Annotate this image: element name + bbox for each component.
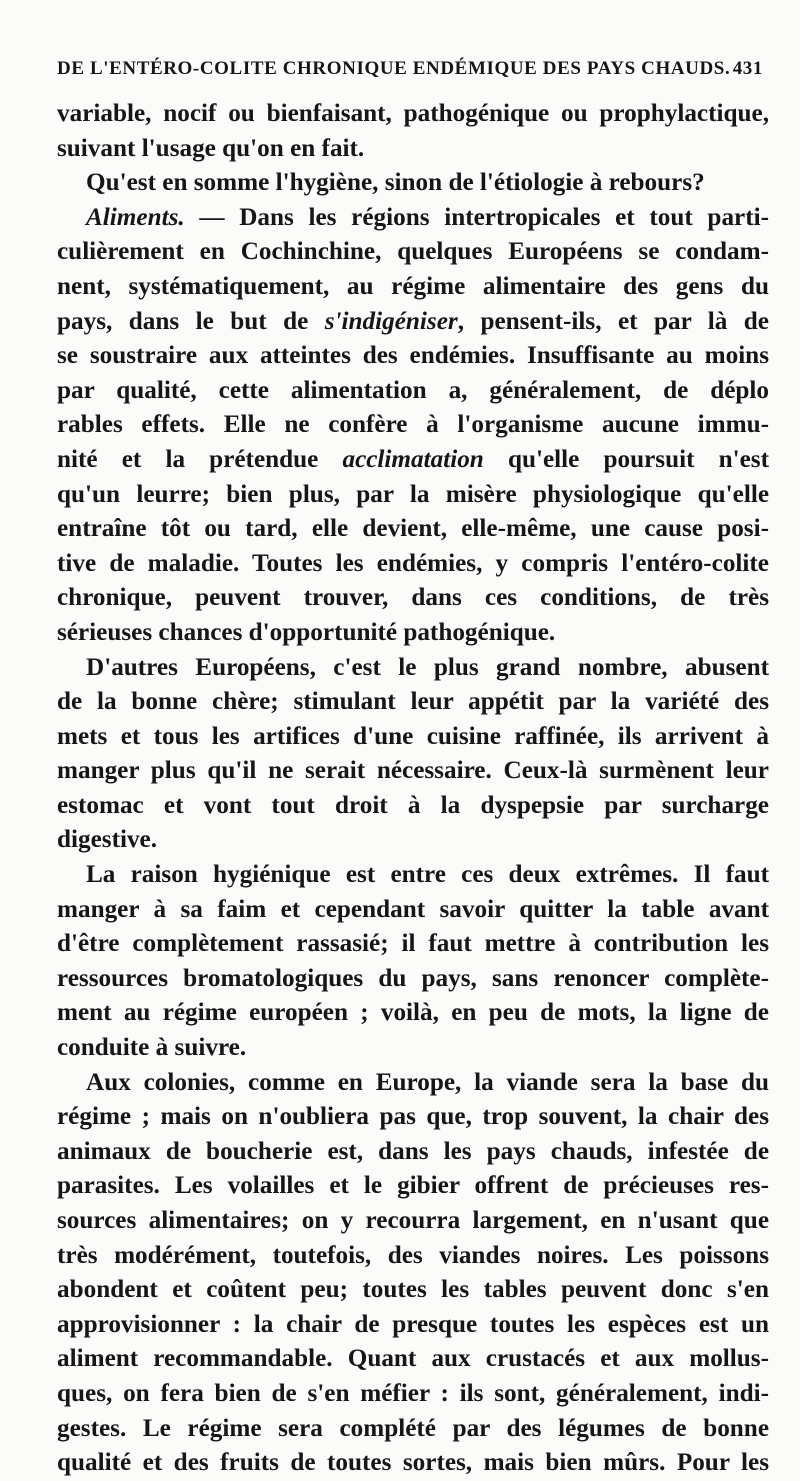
text-line: gestes. Le régime sera complété par des légumes de bonne (57, 1414, 769, 1442)
page-number: 431 (732, 58, 763, 79)
text-line: nité et la prétendue acclimatation qu'elle poursuit n'est (57, 445, 769, 473)
text-line: ment au régime européen ; voilà, en peu de mots, la ligne de (57, 999, 769, 1027)
text-line: d'être complètement rassasié; il faut mettre à contribution les (57, 930, 769, 958)
text-line: estomac et vont tout droit à la dyspepsie par surcharge (57, 791, 769, 819)
text-line: qualité et des fruits de toutes sortes, mais bien mûrs. Pour les (57, 1449, 769, 1477)
text-line: tive de maladie. Toutes les endémies, y compris l'entéro-colite (57, 549, 769, 577)
text-line: animaux de boucherie est, dans les pays chauds, infestée de (57, 1137, 769, 1165)
text-line: approvisionner : la chair de presque toutes les espèces est un (57, 1310, 769, 1338)
text-line: ressources bromatologiques du pays, sans renoncer complète- (57, 964, 769, 992)
text-line: digestive. (57, 826, 158, 854)
text-line: mets et tous les artifices d'une cuisine raffinée, ils arrivent à (57, 722, 769, 750)
text-line: manger plus qu'il ne serait nécessaire. Ceux-là surmènent leur (57, 757, 769, 785)
text-line: suivant l'usage qu'on en fait. (57, 134, 365, 162)
text-line: Aux colonies, comme en Europe, la viande sera la base du (86, 1068, 769, 1096)
text-line: manger à sa faim et cependant savoir quitter la table avant (57, 895, 769, 923)
text-line: Qu'est en somme l'hygiène, sinon de l'étiologie à rebours? (86, 169, 705, 197)
text-line: chronique, peuvent trouver, dans ces conditions, de très (57, 584, 769, 612)
text-line: culièrement en Cochinchine, quelques Européens se condam- (57, 238, 769, 266)
text-line: régime ; mais on n'oubliera pas que, trop souvent, la chair des (57, 1103, 769, 1131)
text-line: pays, dans le but de s'indigéniser, pensent-ils, et par là de (57, 307, 769, 335)
text-line: conduite à suivre. (57, 1034, 247, 1062)
text-line: rables effets. Elle ne confère à l'organisme aucune immu- (57, 411, 769, 439)
text-line: qu'un leurre; bien plus, par la misère physiologique qu'elle (57, 480, 769, 508)
text-line: entraîne tôt ou tard, elle devient, elle-même, une cause posi- (57, 515, 769, 543)
text-line: très modérément, toutefois, des viandes noires. Les poissons (57, 1241, 769, 1269)
text-line: sources alimentaires; on y recourra largement, en n'usant que (57, 1207, 769, 1234)
running-header (57, 58, 763, 80)
text-line: abondent et coûtent peu; toutes les tables peuvent donc s'en (57, 1276, 769, 1304)
text-line: aliment recommandable. Quant aux crustacés et aux mollus- (57, 1345, 769, 1373)
text-line: Aliments. — Dans les régions intertropicales et tout parti- (86, 203, 769, 231)
text-line: de la bonne chère; stimulant leur appétit par la variété des (57, 688, 769, 716)
text-line: se soustraire aux atteintes des endémies. Insuffisante au moins (57, 342, 769, 370)
text-line: D'autres Européens, c'est le plus grand nombre, abusent (86, 653, 769, 681)
text-line: nent, systématiquement, au régime alimentaire des gens du (57, 272, 769, 300)
text-line: par qualité, cette alimentation a, généralement, de déplo (57, 376, 769, 404)
running-title: DE L'ENTÉRO-COLITE CHRONIQUE ENDÉMIQUE DES PAYS CHAUDS. (57, 58, 731, 79)
text-line: sérieuses chances d'opportunité pathogénique. (57, 618, 556, 646)
text-line: parasites. Les volailles et le gibier offrent de précieuses res- (57, 1172, 769, 1200)
text-line: variable, nocif ou bienfaisant, pathogénique ou prophylactique, (57, 100, 769, 127)
text-line: ques, on fera bien de s'en méfier : ils sont, généralement, indi- (57, 1379, 769, 1407)
body-text (57, 97, 769, 1481)
text-line: La raison hygiénique est entre ces deux extrêmes. Il faut (86, 861, 769, 889)
